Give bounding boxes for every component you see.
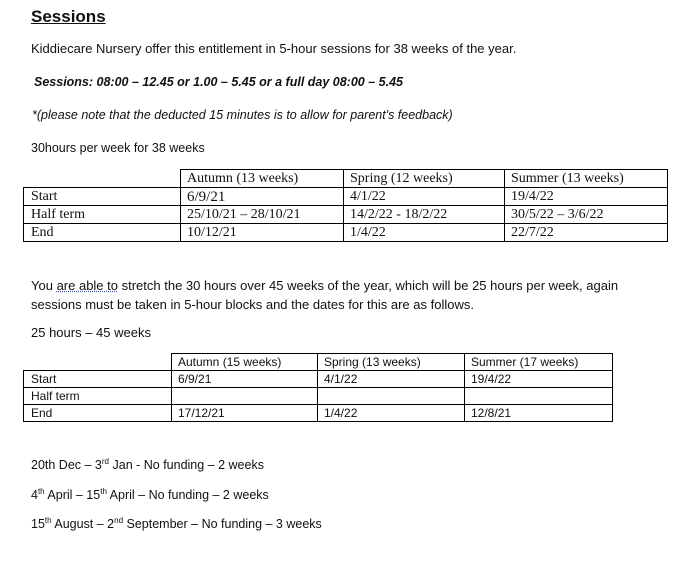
no-funding-text: April – No funding – 2 weeks	[106, 488, 269, 502]
stretch-text-start: You	[31, 278, 57, 293]
header-autumn: Autumn (13 weeks)	[181, 170, 344, 188]
table-cell: 1/4/22	[318, 405, 465, 422]
table-row	[24, 405, 613, 422]
table-row	[24, 224, 668, 242]
table-row	[24, 388, 613, 405]
stretch-text-rest: stretch the 30 hours over 45 weeks of the year, which will be 25 hours per week, again sessions must be taken in 5-hour blocks and the dates for this are as follows.	[31, 278, 619, 312]
table-cell: 22/7/22	[505, 224, 668, 242]
ordinal-suffix: th	[37, 487, 45, 496]
no-funding-text: September – No funding – 3 weeks	[123, 517, 322, 531]
header-summer: Summer (13 weeks)	[505, 170, 668, 188]
table-header-row	[24, 354, 613, 371]
row-label-end: End	[24, 224, 181, 242]
table-cell	[318, 388, 465, 405]
table-cell: 4/1/22	[344, 188, 505, 206]
row-label-half-term: Half term	[24, 388, 172, 405]
table-cell: 12/8/21	[465, 405, 613, 422]
plan-45-weeks-label: 25 hours – 45 weeks	[31, 325, 151, 340]
table-cell: 6/9/21	[172, 371, 318, 388]
plan-38-weeks-label: 30hours per week for 38 weeks	[31, 141, 205, 155]
row-label-start: Start	[24, 188, 181, 206]
header-spring: Spring (13 weeks)	[318, 354, 465, 371]
no-funding-text: 4	[31, 488, 38, 502]
table-cell: 6/9/21	[181, 188, 344, 206]
table-cell: 19/4/22	[465, 371, 613, 388]
table-cell: 17/12/21	[172, 405, 318, 422]
schedule-38-weeks-table	[23, 169, 668, 242]
no-funding-text: 15	[31, 517, 45, 531]
page-heading: Sessions	[31, 7, 106, 26]
table-row	[24, 371, 613, 388]
table-cell	[172, 388, 318, 405]
sessions-times-text: Sessions: 08:00 – 12.45 or 1.00 – 5.45 or a full day 08:00 – 5.45	[34, 75, 403, 89]
header-autumn: Autumn (15 weeks)	[172, 354, 318, 371]
row-label-end: End	[24, 405, 172, 422]
table-cell: 1/4/22	[344, 224, 505, 242]
no-funding-text: August – 2	[51, 517, 115, 531]
ordinal-suffix: th	[100, 487, 107, 496]
ordinal-suffix: th	[44, 516, 52, 525]
header-summer: Summer (17 weeks)	[465, 354, 613, 371]
no-funding-easter	[31, 487, 269, 502]
table-cell: 10/12/21	[181, 224, 344, 242]
table-cell	[465, 388, 613, 405]
no-funding-christmas	[31, 457, 264, 472]
row-label-start: Start	[24, 371, 172, 388]
no-funding-text: April – 15	[44, 488, 101, 502]
table-corner-cell	[24, 170, 181, 188]
feedback-note: *(please note that the deducted 15 minutes is to allow for parent's feedback)	[32, 108, 453, 122]
table-row	[24, 206, 668, 224]
ordinal-suffix: nd	[114, 516, 124, 525]
table-corner-cell	[24, 354, 172, 371]
no-funding-text: 20th Dec – 3	[31, 458, 102, 472]
stretch-text-flagged: are able to	[56, 278, 118, 293]
table-cell: 30/5/22 – 3/6/22	[505, 206, 668, 224]
stretch-paragraph	[31, 276, 671, 314]
table-cell: 4/1/22	[318, 371, 465, 388]
table-cell: 19/4/22	[505, 188, 668, 206]
no-funding-text: Jan - No funding – 2 weeks	[109, 458, 264, 472]
table-header-row	[24, 170, 668, 188]
schedule-45-weeks-table	[23, 353, 613, 422]
no-funding-summer	[31, 516, 322, 531]
intro-text: Kiddiecare Nursery offer this entitlement in 5-hour sessions for 38 weeks of the year.	[31, 41, 517, 56]
table-cell: 25/10/21 – 28/10/21	[181, 206, 344, 224]
row-label-half-term: Half term	[24, 206, 181, 224]
table-row	[24, 188, 668, 206]
table-cell: 14/2/22 - 18/2/22	[344, 206, 505, 224]
header-spring: Spring (12 weeks)	[344, 170, 505, 188]
ordinal-suffix: rd	[101, 457, 110, 466]
